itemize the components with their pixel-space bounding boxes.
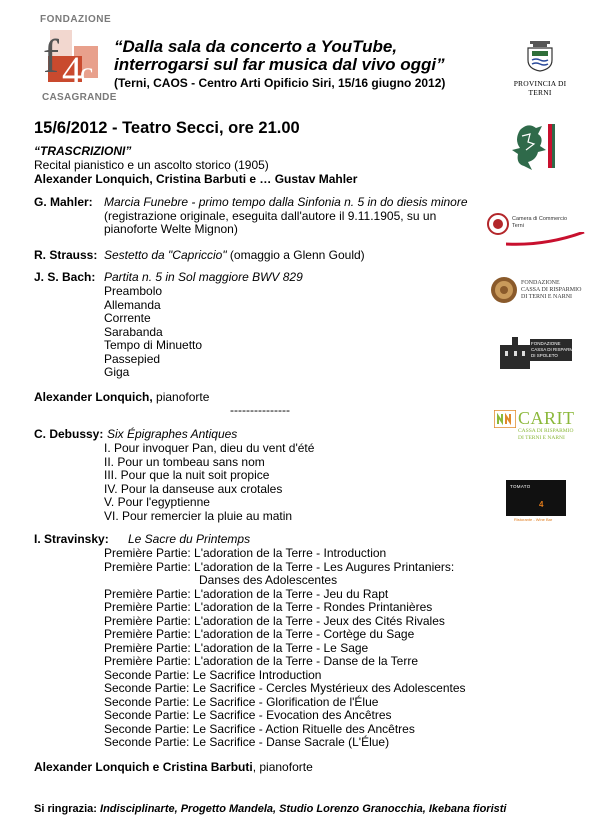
tomato-subtitle: Ristorante - Wine Bar [514, 517, 553, 522]
stravinsky-movement: Première Partie: L'adoration de la Terre - Jeux des Cités Rivales [104, 613, 445, 628]
program-performers: Alexander Lonquich, Cristina Barbuti e … Gustav Mahler [34, 172, 358, 186]
stravinsky-movement: Première Partie: L'adoration de la Terre - Les Augures Printaniers: [104, 559, 455, 574]
camera-swoosh-icon [506, 232, 586, 246]
conference-subtitle: (Terni, CAOS - Centro Arti Opificio Siri, 15/16 giugno 2012) [114, 76, 446, 90]
carit-logo [494, 408, 586, 444]
composer-strauss: R. Strauss: [34, 248, 98, 262]
debussy-movement: I. Pour invoquer Pan, dieu du vent d'été [104, 441, 315, 455]
carit-subtitle [518, 428, 573, 441]
tomato-logo [506, 480, 566, 522]
spoleto-text [530, 339, 578, 361]
debussy-movement: III. Pour que la nuit soit propice [104, 468, 270, 482]
fondazione-carit-text [521, 280, 581, 301]
fondazione-carit-line-2: CASSA DI RISPARMIO [521, 287, 582, 293]
comune-di-terni-logo [508, 120, 558, 180]
tomato-title: TOMATO [510, 484, 531, 489]
stravinsky-movement: Seconde Partie: Le Sacrifice - Action Rituelle des Ancêtres [104, 721, 415, 736]
svg-text:4: 4 [62, 48, 82, 90]
dragon-crest-icon [508, 120, 558, 180]
bach-movement: Giga [104, 365, 130, 379]
camera-di-commercio-logo [486, 210, 586, 250]
program-title: “TRASCRIZIONI” [34, 144, 132, 158]
debussy-movement: V. Pour l'egyptienne [104, 495, 210, 509]
bach-movement: Passepied [104, 351, 161, 366]
svg-text:c: c [80, 56, 94, 89]
composer-mahler: G. Mahler: [34, 195, 93, 209]
work-bach: Partita n. 5 in Sol maggiore BWV 829 [104, 270, 303, 284]
title-line-1: “Dalla sala da concerto a YouTube, [114, 37, 398, 56]
title-line-2: interrogarsi sul far musica dal vivo oggi” [114, 55, 445, 74]
camera-label-2: Terni [512, 223, 524, 229]
bach-movement: Sarabanda [104, 324, 163, 339]
composer-stravinsky: I. Stravinsky: [34, 532, 109, 546]
bach-movement: Preambolo [104, 284, 163, 298]
part2-performer-names: Alexander Lonquich e Cristina Barbuti [34, 760, 253, 774]
carit-title: CARIT [518, 408, 575, 428]
part2-performer [34, 761, 313, 775]
carit-sub-line-2: DI TERNI E NARNI [518, 434, 565, 441]
stravinsky-movement: Première Partie: L'adoration de la Terre - Jeu du Rapt [104, 586, 389, 601]
bach-movement: Tempo di Minuetto [104, 338, 203, 352]
conference-title [114, 38, 474, 74]
work-strauss [104, 249, 365, 263]
fondazione-carit-seal-icon [490, 276, 518, 304]
spoleto-line-3: DI SPOLETO [531, 353, 558, 358]
stravinsky-movement: Seconde Partie: Le Sacrifice - Evocation des Ancêtres [104, 708, 392, 722]
acknowledgements [34, 803, 506, 817]
tomato-number: 4 [539, 500, 544, 509]
stravinsky-movement: Seconde Partie: Le Sacrifice - Glorification de l'Élue [104, 694, 379, 709]
work-mahler: Marcia Funebre - primo tempo dalla Sinfonia n. 5 in do diesis minore [104, 195, 468, 209]
thanks-label: Si ringrazia: [34, 803, 97, 815]
bach-movement: Allemanda [104, 297, 161, 312]
work-debussy: Six Épigraphes Antiques [107, 427, 238, 441]
debussy-movement: II. Pour un tombeau sans nom [104, 454, 265, 469]
part1-performer-instrument: pianoforte [152, 390, 210, 404]
spoleto-tower-icon [500, 335, 530, 369]
work-stravinsky: Le Sacre du Printemps [128, 532, 251, 546]
section-separator: --------------- [230, 403, 290, 417]
stravinsky-movement: Première Partie: L'adoration de la Terre - Le Sage [104, 640, 369, 655]
part2-performer-instrument: , pianoforte [252, 760, 313, 774]
stravinsky-movement: Première Partie: L'adoration de la Terre - Introduction [104, 546, 387, 560]
logo-top-word: FONDAZIONE [40, 14, 112, 25]
part1-performer [34, 391, 209, 405]
mahler-note-line-1: (registrazione originale, eseguita dall'autore il 9.11.1905, su un [104, 209, 437, 223]
strauss-work-note: (omaggio a Glenn Gould) [226, 248, 365, 262]
part1-performer-name: Alexander Lonquich, [34, 390, 153, 404]
stravinsky-movement: Seconde Partie: Le Sacrifice - Cercles Mystérieux des Adolescentes [104, 681, 466, 695]
bach-movement: Corrente [104, 311, 151, 325]
debussy-movement: IV. Pour la danseuse aux crotales [104, 481, 283, 496]
composer-debussy: C. Debussy: [34, 427, 104, 441]
provincia-di-terni-logo [506, 38, 574, 97]
event-date-heading: 15/6/2012 - Teatro Secci, ore 21.00 [34, 119, 300, 137]
stravinsky-movement: Danses des Adolescentes [199, 573, 338, 587]
thanks-list: Indisciplinarte, Progetto Mandela, Studio Lorenzo Granocchia, Ikebana fioristi [96, 803, 507, 815]
stravinsky-movement: Première Partie: L'adoration de la Terre - Cortège du Sage [104, 627, 415, 641]
spoleto-line-2: CASSA DI RISPARMIO [531, 347, 578, 352]
stravinsky-movement: Première Partie: L'adoration de la Terre - Rondes Printanières [104, 600, 433, 614]
provincia-label: PROVINCIA DI TERNI [513, 79, 567, 97]
mahler-note-line-2: pianoforte Welte Mignon) [104, 222, 238, 236]
fondazione-spoleto-logo [500, 335, 578, 371]
fondazione-carit-logo [490, 276, 590, 306]
fondazione-logo-mark [40, 26, 102, 90]
carit-mark-icon [494, 410, 516, 428]
stravinsky-movement: Seconde Partie: Le Sacrifice Introduction [104, 667, 322, 682]
carit-sub-line-1: CASSA DI RISPARMIO [518, 428, 574, 434]
fondazione-carit-line-3: DI TERNI E NARNI [521, 294, 573, 300]
strauss-work-title: Sestetto da "Capriccio" [104, 248, 227, 262]
logo-bottom-word: CASAGRANDE [42, 92, 117, 103]
provincia-crest-icon [525, 38, 555, 72]
program-description: Recital pianistico e un ascolto storico (1905) [34, 158, 269, 172]
camera-label-1: Camera di Commercio [512, 216, 568, 222]
stravinsky-movement: Première Partie: L'adoration de la Terre - Danse de la Terre [104, 654, 419, 668]
stravinsky-movement: Seconde Partie: Le Sacrifice - Danse Sacrale (L'Élue) [104, 735, 390, 749]
fondazione-carit-line-1: FONDAZIONE [521, 280, 560, 286]
debussy-movement: VI. Pour remercier la pluie au matin [104, 508, 293, 523]
fondazione-casagrande-logo [34, 14, 117, 103]
spoleto-line-1: FONDAZIONE [531, 341, 561, 346]
composer-bach: J. S. Bach: [34, 270, 96, 284]
svg-text:f: f [43, 30, 59, 83]
